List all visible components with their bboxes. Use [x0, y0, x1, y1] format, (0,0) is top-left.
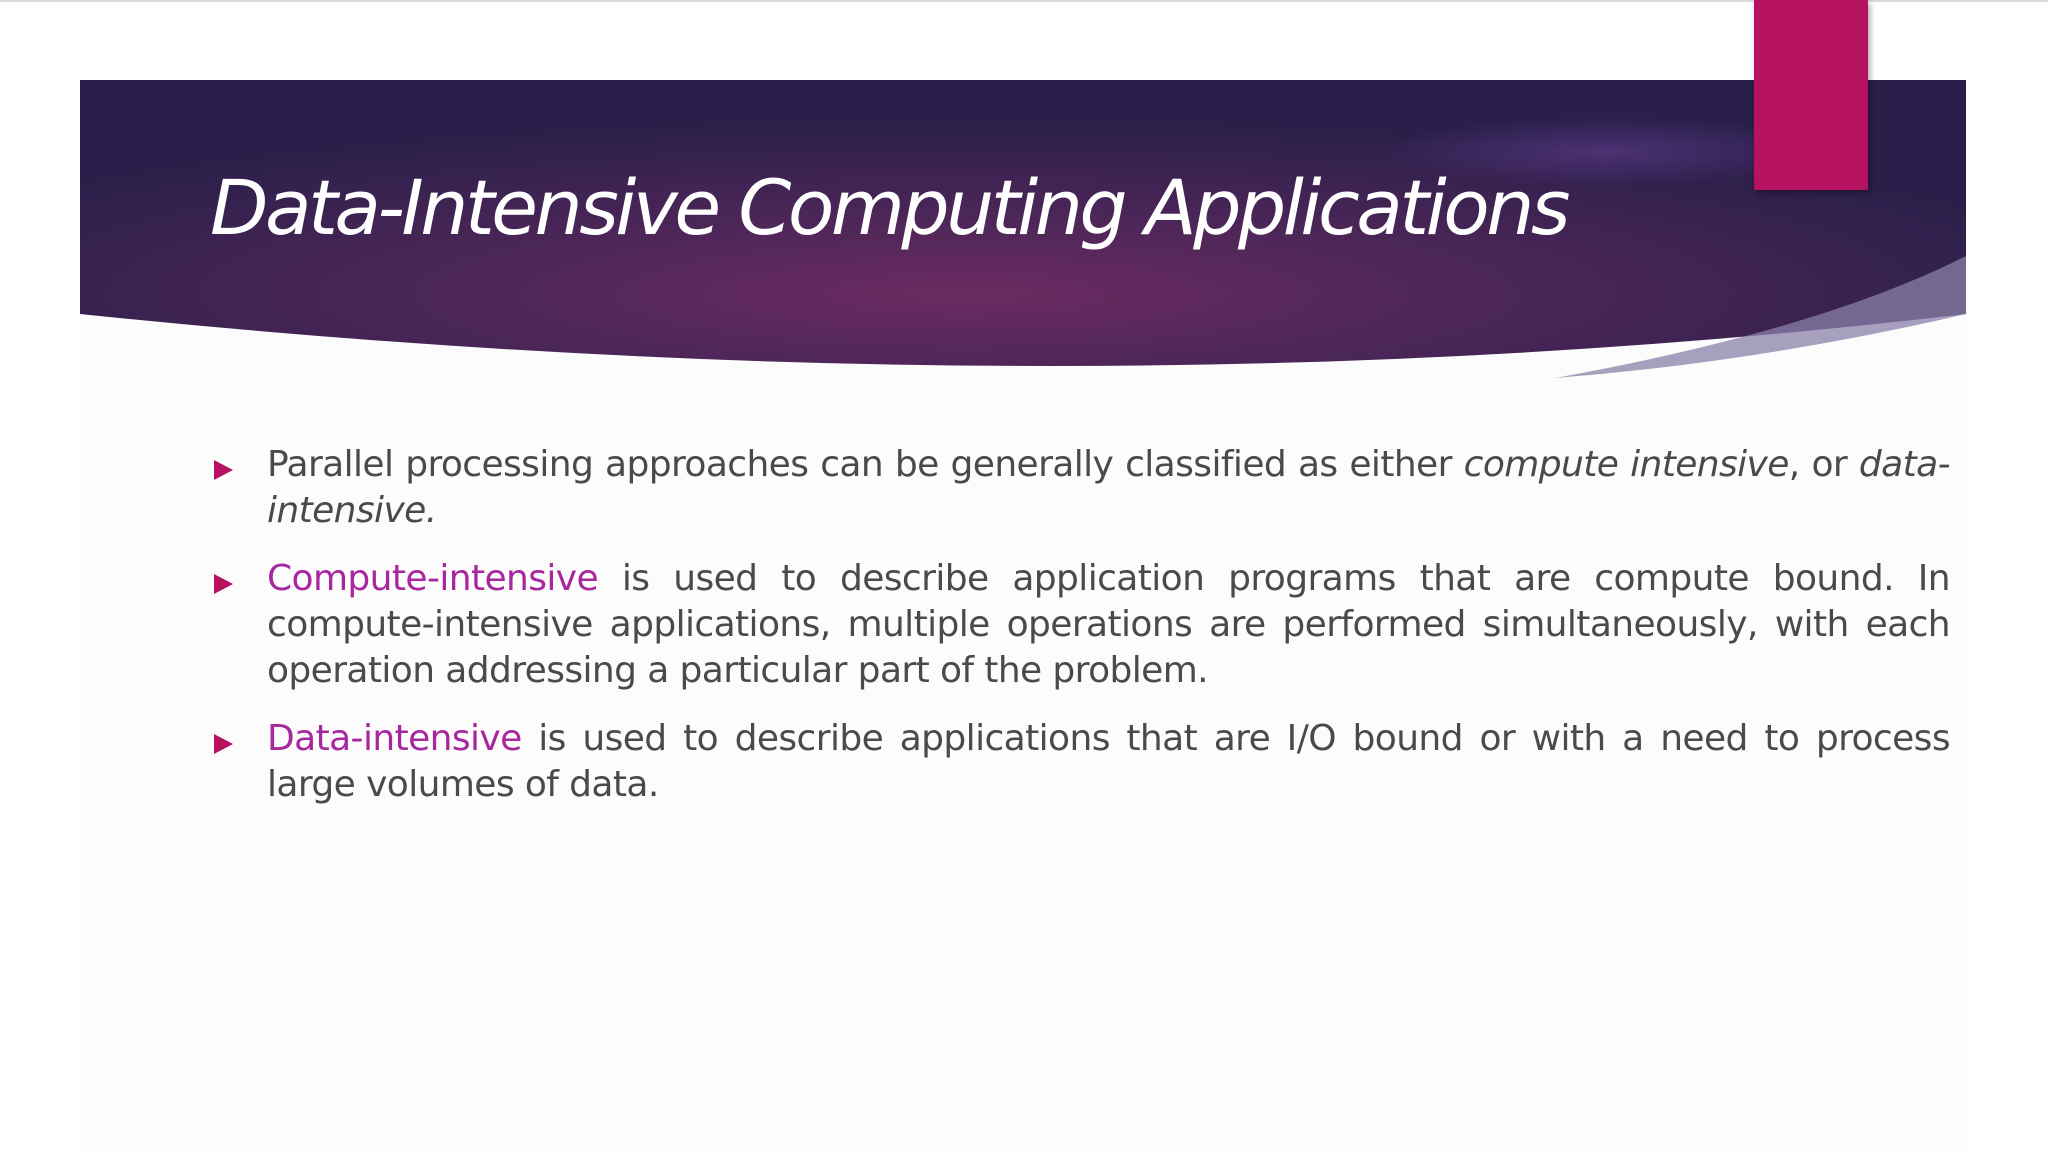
bullet-item-2 — [210, 556, 1950, 694]
highlighted-term: Data-intensive — [267, 718, 522, 759]
bullet-item-1 — [210, 442, 1950, 534]
triangle-bullet-icon — [214, 574, 233, 594]
slide-title: Data-Intensive Computing Applications — [210, 163, 1568, 252]
bullet-item-3 — [210, 716, 1950, 808]
bullet-text-segment: is used to describe applications that are I/O bound or with a need to process large volumes of data. — [267, 718, 1950, 805]
bullet-text-segment: Parallel processing approaches can be generally classified as either — [267, 444, 1464, 485]
emphasized-term: data-intensive. — [267, 444, 1951, 531]
bullet-text-segment: is used to describe application programs that are compute bound. In compute-intensive applications, multiple operations are performed simultaneously, with each operation addressing a particular part of the problem. — [267, 558, 1950, 691]
triangle-bullet-icon — [214, 734, 233, 754]
triangle-bullet-icon — [214, 460, 233, 480]
accent-tab — [1754, 0, 1868, 190]
bullet-list — [210, 442, 1950, 830]
bullet-text-segment: , or — [1788, 444, 1859, 485]
highlighted-term: Compute-intensive — [267, 558, 599, 599]
bullet-text — [267, 716, 1950, 808]
bullet-text — [267, 556, 1950, 694]
bullet-text — [267, 442, 1950, 534]
emphasized-term: compute intensive — [1463, 444, 1789, 485]
